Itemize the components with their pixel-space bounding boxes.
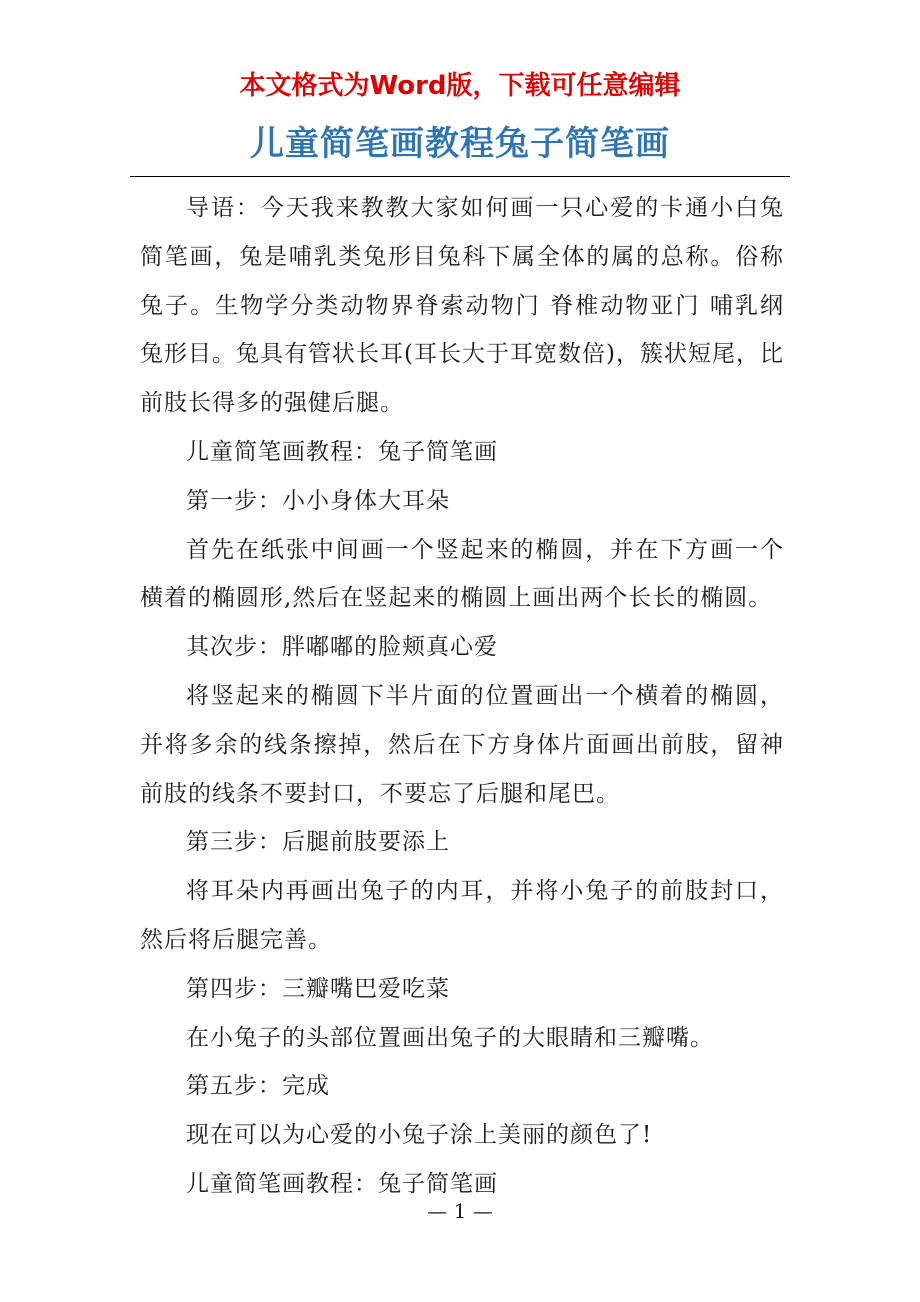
- step-5-heading: 第五步：完成: [186, 1073, 330, 1100]
- step-2-text: 将竖起来的椭圆下半片面的位置画出一个横着的椭圆，并将多余的线条擦掉，然后在下方身体片面画出前肢，留神前肢的线条不要封口，不要忘了后腿和尾巴。: [140, 682, 784, 807]
- intro-paragraph: 导语：今天我来教教大家如何画一只心爱的卡通小白兔简笔画，兔是哺乳类兔形目兔科下属全体的属的总称。俗称兔子。生物学分类动物界脊索动物门 脊椎动物亚门 哺乳纲 兔形目。兔具有管状长耳(耳长大于耳宽数倍)，簇状短尾，比前肢长得多的强健后腿。: [140, 195, 784, 417]
- section-heading: 儿童简笔画教程：兔子简笔画: [186, 438, 498, 465]
- document-title: 儿童简笔画教程兔子简笔画: [250, 124, 670, 164]
- step-4-heading: 第四步：三瓣嘴巴爱吃菜: [186, 975, 450, 1002]
- step-1-text: 首先在纸张中间画一个竖起来的椭圆，并在下方画一个横着的椭圆形,然后在竖起来的椭圆上画出两个长长的椭圆。: [140, 536, 784, 612]
- step-2-heading: 其次步：胖嘟嘟的脸颊真心爱: [186, 634, 498, 661]
- format-notice-banner: 本文格式为Word版，下载可任意编辑: [239, 71, 681, 101]
- step-1-heading: 第一步：小小身体大耳朵: [186, 487, 450, 514]
- title-divider: [130, 176, 790, 177]
- section-heading-repeat: 儿童简笔画教程：兔子简笔画: [186, 1170, 498, 1197]
- document-body: [140, 184, 784, 1209]
- step-3-heading: 第三步：后腿前肢要添上: [186, 829, 450, 856]
- page-number: — 1 —: [427, 1199, 493, 1223]
- step-3-text: 将耳朵内再画出兔子的内耳，并将小兔子的前肢封口，然后将后腿完善。: [140, 878, 784, 953]
- step-5-text: 现在可以为心爱的小兔子涂上美丽的颜色了!: [186, 1122, 653, 1149]
- step-4-text: 在小兔子的头部位置画出兔子的大眼睛和三瓣嘴。: [186, 1024, 714, 1051]
